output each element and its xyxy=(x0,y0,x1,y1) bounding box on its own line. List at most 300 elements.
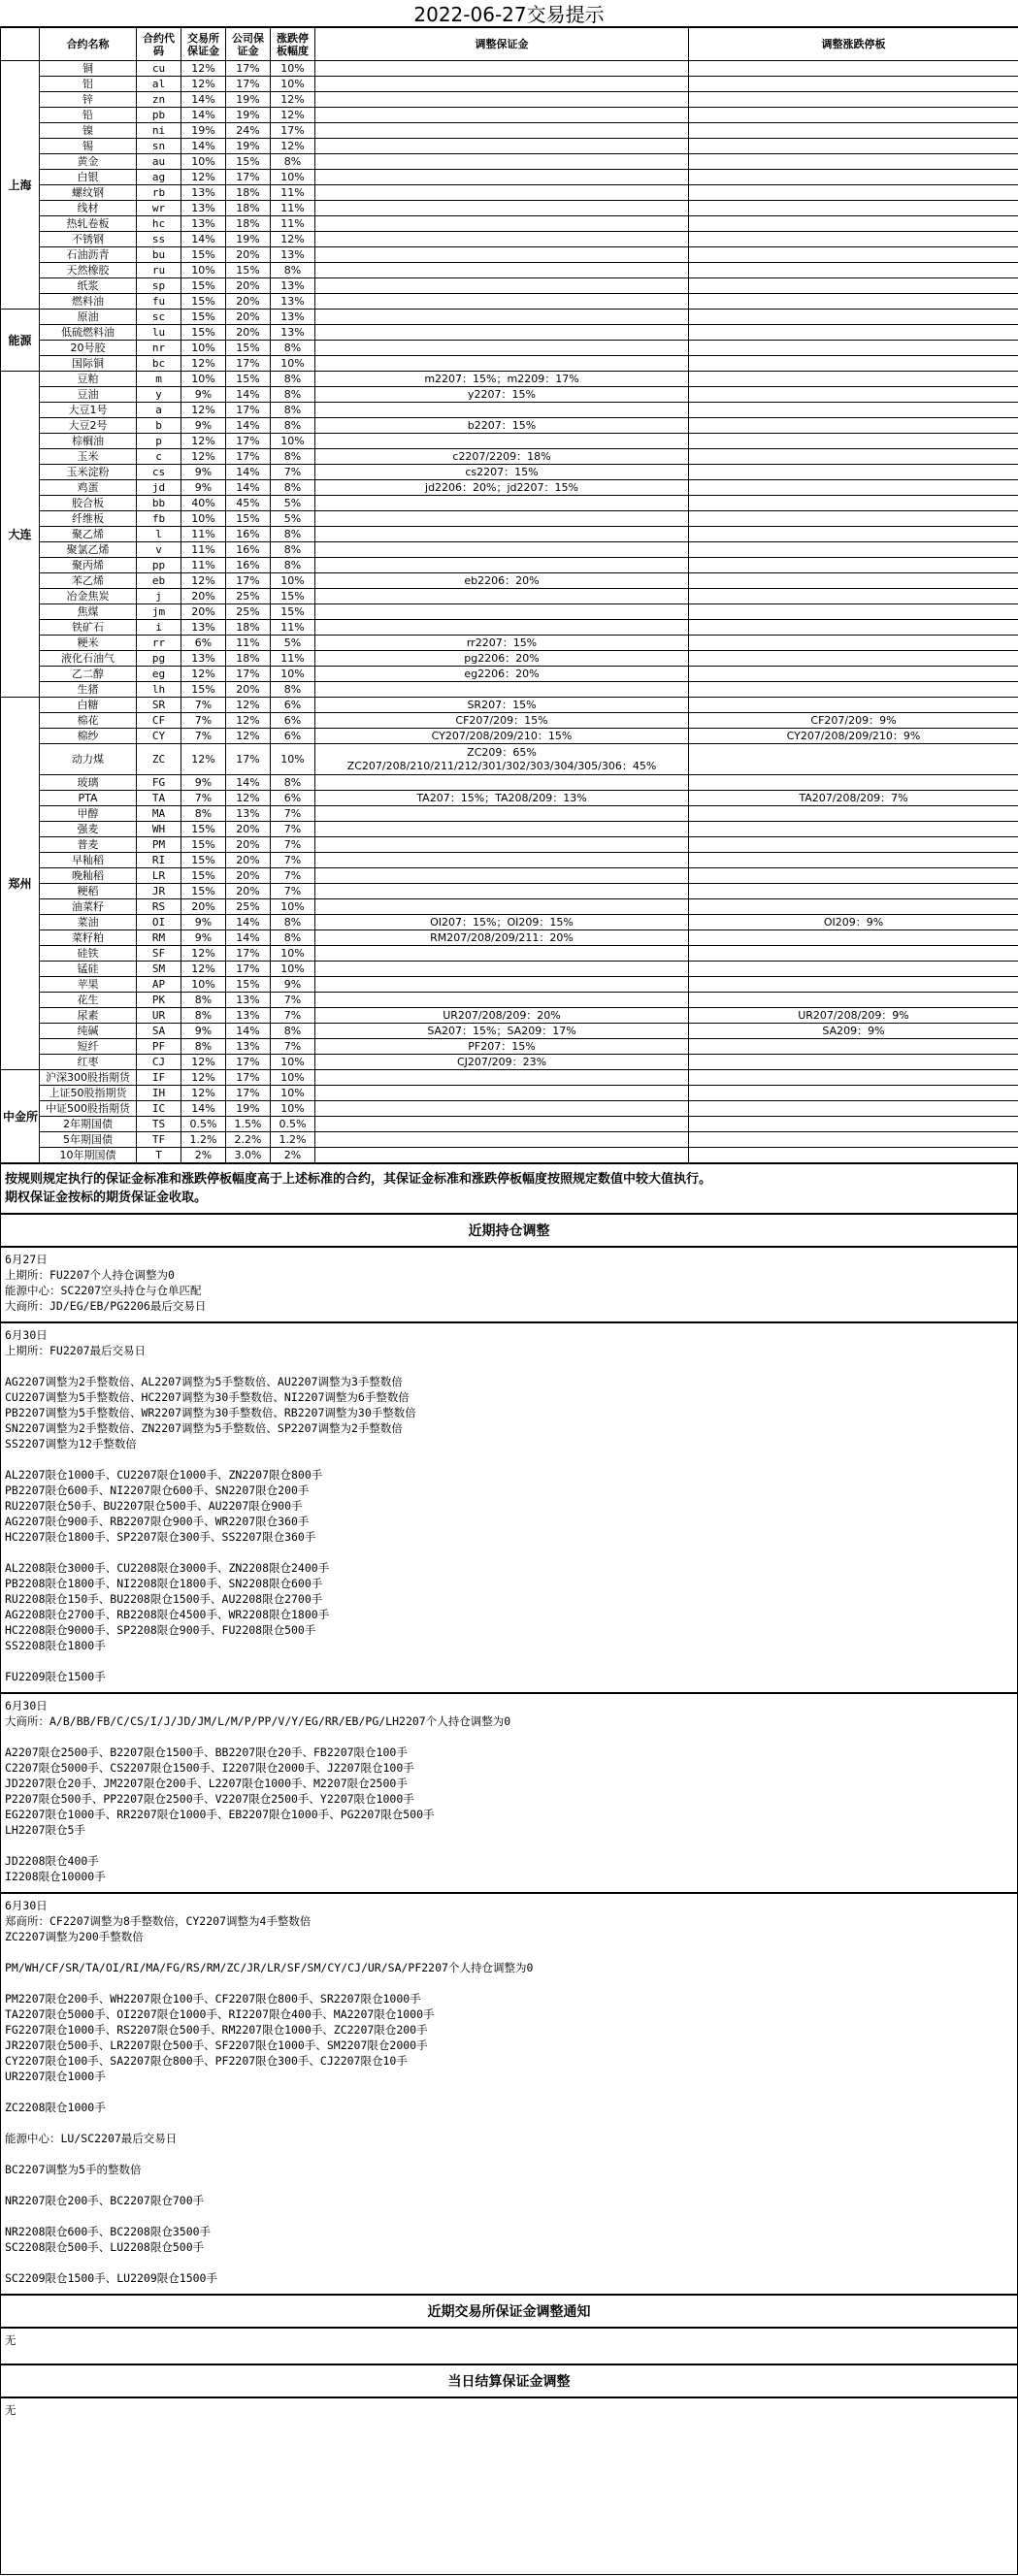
contract-code-cell: UR xyxy=(137,1008,181,1024)
contract-name-cell: 玉米淀粉 xyxy=(40,465,137,480)
contract-code-cell: SM xyxy=(137,962,181,977)
contract-name-cell: 花生 xyxy=(40,993,137,1008)
adjusted-limit-cell xyxy=(689,1039,1018,1055)
table-row xyxy=(1,806,1018,822)
company-margin-cell: 20% xyxy=(226,247,271,263)
header-adjusted-margin: 调整保证金 xyxy=(315,28,689,61)
limit-cell: 11% xyxy=(271,216,315,232)
exchange-margin-cell: 14% xyxy=(181,1101,226,1117)
limit-cell: 12% xyxy=(271,92,315,108)
limit-cell: 9% xyxy=(271,977,315,993)
exchange-margin-cell: 12% xyxy=(181,403,226,418)
exchange-margin-cell: 1.2% xyxy=(181,1132,226,1148)
contract-code-cell: lh xyxy=(137,682,181,698)
contract-name-cell: 10年期国债 xyxy=(40,1148,137,1163)
limit-cell: 7% xyxy=(271,1039,315,1055)
adjusted-margin-cell: CJ207/209：23% xyxy=(315,1055,689,1070)
company-margin-cell: 15% xyxy=(226,263,271,278)
contract-name-cell: 2年期国债 xyxy=(40,1117,137,1132)
limit-cell: 7% xyxy=(271,993,315,1008)
adjusted-limit-cell xyxy=(689,247,1018,263)
adjusted-margin-cell xyxy=(315,123,689,139)
table-row xyxy=(1,651,1018,667)
contract-code-cell: cu xyxy=(137,61,181,77)
table-row xyxy=(1,667,1018,682)
contract-code-cell: pb xyxy=(137,108,181,123)
company-margin-cell: 17% xyxy=(226,449,271,465)
company-margin-cell: 18% xyxy=(226,216,271,232)
contract-name-cell: 5年期国债 xyxy=(40,1132,137,1148)
table-row xyxy=(1,480,1018,496)
table-row xyxy=(1,915,1018,930)
exchange-margin-cell: 11% xyxy=(181,527,226,542)
company-margin-cell: 11% xyxy=(226,636,271,651)
contract-code-cell: RI xyxy=(137,853,181,868)
limit-cell: 13% xyxy=(271,310,315,325)
limit-cell: 10% xyxy=(271,899,315,915)
contract-name-cell: 苹果 xyxy=(40,977,137,993)
adjusted-limit-cell xyxy=(689,1117,1018,1132)
table-row xyxy=(1,1132,1018,1148)
adjusted-margin-cell: UR207/208/209：20% xyxy=(315,1008,689,1024)
contract-code-cell: SA xyxy=(137,1024,181,1039)
adjusted-margin-cell xyxy=(315,604,689,620)
adjusted-margin-cell xyxy=(315,341,689,356)
limit-cell: 8% xyxy=(271,418,315,434)
contract-name-cell: 铝 xyxy=(40,77,137,92)
adjusted-margin-cell xyxy=(315,1070,689,1086)
adjusted-margin-cell xyxy=(315,247,689,263)
contract-code-cell: FG xyxy=(137,775,181,791)
contract-code-cell: p xyxy=(137,434,181,449)
contract-name-cell: PTA xyxy=(40,791,137,806)
limit-cell: 10% xyxy=(271,170,315,185)
limit-cell: 8% xyxy=(271,154,315,170)
adjusted-limit-cell xyxy=(689,92,1018,108)
table-row xyxy=(1,294,1018,310)
adjusted-margin-cell: m2207：15%；m2209：17% xyxy=(315,372,689,387)
table-row xyxy=(1,341,1018,356)
exchange-cell: 上海 xyxy=(1,61,40,310)
adjusted-margin-cell: SA207：15%；SA209：17% xyxy=(315,1024,689,1039)
settlement-body: 无 xyxy=(0,2397,1018,2575)
exchange-margin-cell: 10% xyxy=(181,977,226,993)
contract-code-cell: zn xyxy=(137,92,181,108)
exchange-margin-cell: 2% xyxy=(181,1148,226,1163)
company-margin-cell: 15% xyxy=(226,154,271,170)
contract-name-cell: 锌 xyxy=(40,92,137,108)
contract-code-cell: wr xyxy=(137,201,181,216)
table-row xyxy=(1,139,1018,154)
limit-cell: 7% xyxy=(271,837,315,853)
company-margin-cell: 17% xyxy=(226,170,271,185)
table-row xyxy=(1,1024,1018,1039)
company-margin-cell: 18% xyxy=(226,201,271,216)
contract-code-cell: c xyxy=(137,449,181,465)
exchange-margin-cell: 15% xyxy=(181,325,226,341)
limit-cell: 8% xyxy=(271,263,315,278)
contract-name-cell: 镍 xyxy=(40,123,137,139)
company-margin-cell: 18% xyxy=(226,620,271,636)
company-margin-cell: 20% xyxy=(226,278,271,294)
adjusted-margin-cell xyxy=(315,884,689,899)
table-row xyxy=(1,216,1018,232)
limit-cell: 10% xyxy=(271,573,315,589)
exchange-margin-cell: 15% xyxy=(181,884,226,899)
table-row xyxy=(1,372,1018,387)
adjusted-limit-cell xyxy=(689,216,1018,232)
table-row xyxy=(1,558,1018,573)
company-margin-cell: 20% xyxy=(226,853,271,868)
contract-code-cell: al xyxy=(137,77,181,92)
limit-cell: 5% xyxy=(271,496,315,511)
limit-cell: 10% xyxy=(271,1101,315,1117)
company-margin-cell: 17% xyxy=(226,962,271,977)
adjusted-margin-cell xyxy=(315,977,689,993)
adjusted-limit-cell xyxy=(689,1148,1018,1163)
adjusted-limit-cell: UR207/208/209：9% xyxy=(689,1008,1018,1024)
adjusted-margin-cell xyxy=(315,310,689,325)
adjusted-limit-cell xyxy=(689,620,1018,636)
table-row xyxy=(1,278,1018,294)
adjusted-margin-cell xyxy=(315,1148,689,1163)
exchange-margin-cell: 15% xyxy=(181,294,226,310)
contract-name-cell: 燃料油 xyxy=(40,294,137,310)
adjusted-limit-cell: CY207/208/209/210：9% xyxy=(689,729,1018,744)
adjusted-limit-cell xyxy=(689,946,1018,962)
limit-cell: 8% xyxy=(271,372,315,387)
contract-name-cell: 红枣 xyxy=(40,1055,137,1070)
adjusted-margin-cell xyxy=(315,962,689,977)
adjusted-margin-cell xyxy=(315,542,689,558)
limit-cell: 10% xyxy=(271,744,315,775)
contract-code-cell: eg xyxy=(137,667,181,682)
table-row xyxy=(1,1055,1018,1070)
contract-name-cell: 玻璃 xyxy=(40,775,137,791)
table-row xyxy=(1,1039,1018,1055)
exchange-margin-cell: 0.5% xyxy=(181,1117,226,1132)
adjusted-margin-cell: OI207：15%；OI209：15% xyxy=(315,915,689,930)
header-limit: 涨跌停板幅度 xyxy=(271,28,315,61)
adjusted-limit-cell xyxy=(689,993,1018,1008)
contract-name-cell: 焦煤 xyxy=(40,604,137,620)
contract-code-cell: eb xyxy=(137,573,181,589)
exchange-margin-cell: 9% xyxy=(181,465,226,480)
adjusted-margin-cell xyxy=(315,558,689,573)
table-row xyxy=(1,1008,1018,1024)
company-margin-cell: 17% xyxy=(226,61,271,77)
company-margin-cell: 17% xyxy=(226,1086,271,1101)
contract-name-cell: 原油 xyxy=(40,310,137,325)
exchange-margin-cell: 9% xyxy=(181,1024,226,1039)
adjusted-limit-cell xyxy=(689,1101,1018,1117)
contract-code-cell: CY xyxy=(137,729,181,744)
company-margin-cell: 20% xyxy=(226,682,271,698)
adjusted-margin-cell xyxy=(315,356,689,372)
contract-code-cell: PF xyxy=(137,1039,181,1055)
company-margin-cell: 19% xyxy=(226,92,271,108)
adjusted-limit-cell xyxy=(689,139,1018,154)
exchange-margin-cell: 7% xyxy=(181,698,226,713)
contract-code-cell: ru xyxy=(137,263,181,278)
exchange-margin-cell: 19% xyxy=(181,123,226,139)
company-margin-cell: 20% xyxy=(226,294,271,310)
adjusted-limit-cell: SA209：9% xyxy=(689,1024,1018,1039)
company-margin-cell: 16% xyxy=(226,542,271,558)
exchange-margin-cell: 9% xyxy=(181,930,226,946)
company-margin-cell: 14% xyxy=(226,775,271,791)
contract-code-cell: ni xyxy=(137,123,181,139)
company-margin-cell: 25% xyxy=(226,899,271,915)
company-margin-cell: 25% xyxy=(226,589,271,604)
limit-cell: 10% xyxy=(271,962,315,977)
table-row xyxy=(1,791,1018,806)
exchange-margin-cell: 7% xyxy=(181,791,226,806)
contract-name-cell: 尿素 xyxy=(40,1008,137,1024)
company-margin-cell: 15% xyxy=(226,372,271,387)
adjusted-limit-cell xyxy=(689,294,1018,310)
adjusted-margin-cell xyxy=(315,434,689,449)
limit-cell: 8% xyxy=(271,403,315,418)
adjusted-limit-cell xyxy=(689,1086,1018,1101)
company-margin-cell: 14% xyxy=(226,915,271,930)
adjusted-limit-cell xyxy=(689,356,1018,372)
adjusted-limit-cell xyxy=(689,899,1018,915)
adjusted-margin-cell: b2207：15% xyxy=(315,418,689,434)
exchange-margin-cell: 8% xyxy=(181,1039,226,1055)
contract-name-cell: 粳米 xyxy=(40,636,137,651)
table-row xyxy=(1,232,1018,247)
adjusted-margin-cell: eb2206：20% xyxy=(315,573,689,589)
limit-cell: 8% xyxy=(271,775,315,791)
limit-cell: 5% xyxy=(271,511,315,527)
limit-cell: 10% xyxy=(271,1086,315,1101)
table-row xyxy=(1,1086,1018,1101)
table-row xyxy=(1,449,1018,465)
contract-code-cell: SR xyxy=(137,698,181,713)
adjusted-limit-cell xyxy=(689,480,1018,496)
exchange-margin-cell: 11% xyxy=(181,542,226,558)
table-row xyxy=(1,713,1018,729)
header-company-margin: 公司保证金 xyxy=(226,28,271,61)
exchange-margin-cell: 13% xyxy=(181,620,226,636)
adjusted-limit-cell xyxy=(689,527,1018,542)
limit-cell: 8% xyxy=(271,930,315,946)
company-margin-cell: 17% xyxy=(226,1070,271,1086)
company-margin-cell: 1.5% xyxy=(226,1117,271,1132)
adjusted-margin-cell xyxy=(315,61,689,77)
exchange-margin-cell: 15% xyxy=(181,278,226,294)
contract-name-cell: 胶合板 xyxy=(40,496,137,511)
exchange-notice-body: 无 xyxy=(0,2328,1018,2364)
exchange-margin-cell: 7% xyxy=(181,713,226,729)
table-row xyxy=(1,837,1018,853)
contract-name-cell: 冶金焦炭 xyxy=(40,589,137,604)
company-margin-cell: 14% xyxy=(226,418,271,434)
contract-name-cell: 菜油 xyxy=(40,915,137,930)
exchange-margin-cell: 8% xyxy=(181,993,226,1008)
contract-name-cell: 玉米 xyxy=(40,449,137,465)
table-row xyxy=(1,853,1018,868)
adjusted-margin-cell xyxy=(315,325,689,341)
adjusted-limit-cell xyxy=(689,698,1018,713)
limit-cell: 10% xyxy=(271,946,315,962)
contract-code-cell: CF xyxy=(137,713,181,729)
table-row xyxy=(1,263,1018,278)
exchange-notice-title: 近期交易所保证金调整通知 xyxy=(0,2295,1018,2328)
table-row xyxy=(1,744,1018,775)
contract-code-cell: IF xyxy=(137,1070,181,1086)
contract-name-cell: 菜籽粕 xyxy=(40,930,137,946)
contract-name-cell: 鸡蛋 xyxy=(40,480,137,496)
exchange-margin-cell: 15% xyxy=(181,682,226,698)
adjusted-limit-cell xyxy=(689,372,1018,387)
contract-name-cell: 早籼稻 xyxy=(40,853,137,868)
adjusted-limit-cell xyxy=(689,77,1018,92)
adjusted-margin-cell: RM207/208/209/211：20% xyxy=(315,930,689,946)
adjusted-margin-cell xyxy=(315,496,689,511)
header-adjusted-limit: 调整涨跌停板 xyxy=(689,28,1018,61)
adjusted-margin-cell xyxy=(315,853,689,868)
company-margin-cell: 20% xyxy=(226,837,271,853)
adjusted-limit-cell xyxy=(689,837,1018,853)
adjusted-margin-cell: TA207：15%；TA208/209：13% xyxy=(315,791,689,806)
company-margin-cell: 16% xyxy=(226,527,271,542)
exchange-margin-cell: 40% xyxy=(181,496,226,511)
adjusted-margin-cell xyxy=(315,527,689,542)
contract-code-cell: nr xyxy=(137,341,181,356)
adjusted-margin-cell xyxy=(315,946,689,962)
company-margin-cell: 17% xyxy=(226,667,271,682)
adjusted-margin-cell xyxy=(315,92,689,108)
adjusted-limit-cell xyxy=(689,962,1018,977)
adjusted-limit-cell xyxy=(689,682,1018,698)
settlement-title: 当日结算保证金调整 xyxy=(0,2364,1018,2397)
exchange-margin-cell: 12% xyxy=(181,744,226,775)
limit-cell: 11% xyxy=(271,185,315,201)
company-margin-cell: 20% xyxy=(226,325,271,341)
limit-cell: 7% xyxy=(271,1008,315,1024)
contract-name-cell: 20号胶 xyxy=(40,341,137,356)
exchange-margin-cell: 11% xyxy=(181,558,226,573)
table-row xyxy=(1,465,1018,480)
contract-code-cell: b xyxy=(137,418,181,434)
exchange-margin-cell: 12% xyxy=(181,962,226,977)
adjusted-margin-cell xyxy=(315,837,689,853)
contract-code-cell: sn xyxy=(137,139,181,154)
adjusted-margin-cell xyxy=(315,868,689,884)
exchange-margin-cell: 13% xyxy=(181,216,226,232)
limit-cell: 8% xyxy=(271,527,315,542)
adjusted-limit-cell xyxy=(689,418,1018,434)
table-row xyxy=(1,154,1018,170)
exchange-margin-cell: 6% xyxy=(181,636,226,651)
contract-code-cell: MA xyxy=(137,806,181,822)
adjusted-margin-cell xyxy=(315,589,689,604)
table-row xyxy=(1,884,1018,899)
limit-cell: 10% xyxy=(271,667,315,682)
contract-name-cell: 苯乙烯 xyxy=(40,573,137,589)
adjusted-margin-cell xyxy=(315,775,689,791)
adjusted-margin-cell: CF207/209：15% xyxy=(315,713,689,729)
adjusted-limit-cell xyxy=(689,325,1018,341)
company-margin-cell: 3.0% xyxy=(226,1148,271,1163)
adjusted-limit-cell xyxy=(689,232,1018,247)
adjusted-limit-cell xyxy=(689,201,1018,216)
contract-code-cell: TA xyxy=(137,791,181,806)
adjusted-margin-cell: y2207：15% xyxy=(315,387,689,403)
company-margin-cell: 18% xyxy=(226,185,271,201)
position-notice-block: 6月27日 上期所：FU2207个人持仓调整为0 能源中心：SC2207空头持仓与仓单匹配 大商所：JD/EG/EB/PG2206最后交易日 xyxy=(0,1247,1018,1322)
contract-name-cell: 动力煤 xyxy=(40,744,137,775)
adjusted-limit-cell xyxy=(689,170,1018,185)
contract-code-cell: PM xyxy=(137,837,181,853)
adjusted-margin-cell xyxy=(315,682,689,698)
contract-name-cell: 不锈钢 xyxy=(40,232,137,247)
contract-code-cell: bb xyxy=(137,496,181,511)
company-margin-cell: 12% xyxy=(226,791,271,806)
limit-cell: 10% xyxy=(271,434,315,449)
position-notice-block: 6月30日 上期所：FU2207最后交易日 AG2207调整为2手整数倍、AL2207调整为5手整数倍、AU2207调整为3手整数倍 CU2207调整为5手整数倍、HC2207调整为30手整数倍、NI2207调整为6手整数倍 PB2207调整为5手整数倍、WR2207调整为30手整数倍、RB2207调整为30手整数倍 SN2207调整为2手整数倍、ZN2207调整为5手整数倍、SP2207调整为2手整数倍 SS2207调整为12手整数倍 AL2207限仓1000手、CU2207限仓1000手、ZN2207限仓800手 PB2207限仓600手、NI2207限仓600手、SN2207限仓200手 RU2207限仓50手、BU2207限仓500手、AU2207限仓900手 AG2207限仓900手、RB2207限仓900手、WR2207限仓360手 HC2207限仓1800手、SP2207限仓300手、SS2207限仓360手 AL2208限仓3000手、CU2208限仓3000手、ZN2208限仓2400手 PB2208限仓1800手、NI2208限仓1800手、SN2208限仓600手 RU2208限仓150手、BU2208限仓1500手、AU2208限仓2700手 AG2208限仓2700手、RB2208限仓4500手、WR2208限仓1800手 HC2208限仓9000手、SP2208限仓900手、FU2208限仓500手 SS2208限仓1800手 FU2209限仓1500手 xyxy=(0,1322,1018,1693)
contract-code-cell: RS xyxy=(137,899,181,915)
contract-name-cell: 聚丙烯 xyxy=(40,558,137,573)
adjusted-margin-cell xyxy=(315,154,689,170)
exchange-margin-cell: 12% xyxy=(181,1055,226,1070)
company-margin-cell: 17% xyxy=(226,77,271,92)
limit-cell: 10% xyxy=(271,356,315,372)
limit-cell: 8% xyxy=(271,682,315,698)
contract-code-cell: sp xyxy=(137,278,181,294)
contract-name-cell: 铁矿石 xyxy=(40,620,137,636)
exchange-margin-cell: 12% xyxy=(181,356,226,372)
contract-code-cell: i xyxy=(137,620,181,636)
contract-name-cell: 豆油 xyxy=(40,387,137,403)
table-row xyxy=(1,418,1018,434)
contract-code-cell: ag xyxy=(137,170,181,185)
table-row xyxy=(1,1148,1018,1163)
contract-code-cell: PK xyxy=(137,993,181,1008)
exchange-margin-cell: 14% xyxy=(181,232,226,247)
contract-name-cell: 甲醇 xyxy=(40,806,137,822)
contract-name-cell: 纤维板 xyxy=(40,511,137,527)
adjusted-limit-cell xyxy=(689,387,1018,403)
contract-code-cell: y xyxy=(137,387,181,403)
adjusted-margin-cell xyxy=(315,294,689,310)
contract-code-cell: jm xyxy=(137,604,181,620)
exchange-margin-cell: 15% xyxy=(181,822,226,837)
company-margin-cell: 17% xyxy=(226,573,271,589)
contract-code-cell: ZC xyxy=(137,744,181,775)
contract-name-cell: 石油沥青 xyxy=(40,247,137,263)
table-row xyxy=(1,636,1018,651)
limit-cell: 8% xyxy=(271,341,315,356)
contract-code-cell: bu xyxy=(137,247,181,263)
company-margin-cell: 18% xyxy=(226,651,271,667)
adjusted-limit-cell xyxy=(689,930,1018,946)
adjusted-margin-cell: rr2207：15% xyxy=(315,636,689,651)
company-margin-cell: 20% xyxy=(226,310,271,325)
contract-name-cell: 普麦 xyxy=(40,837,137,853)
limit-cell: 6% xyxy=(271,713,315,729)
adjusted-limit-cell xyxy=(689,604,1018,620)
company-margin-cell: 14% xyxy=(226,387,271,403)
company-margin-cell: 17% xyxy=(226,403,271,418)
adjusted-margin-cell xyxy=(315,403,689,418)
adjusted-margin-cell xyxy=(315,216,689,232)
adjusted-limit-cell xyxy=(689,1055,1018,1070)
company-margin-cell: 17% xyxy=(226,1055,271,1070)
company-margin-cell: 13% xyxy=(226,1039,271,1055)
